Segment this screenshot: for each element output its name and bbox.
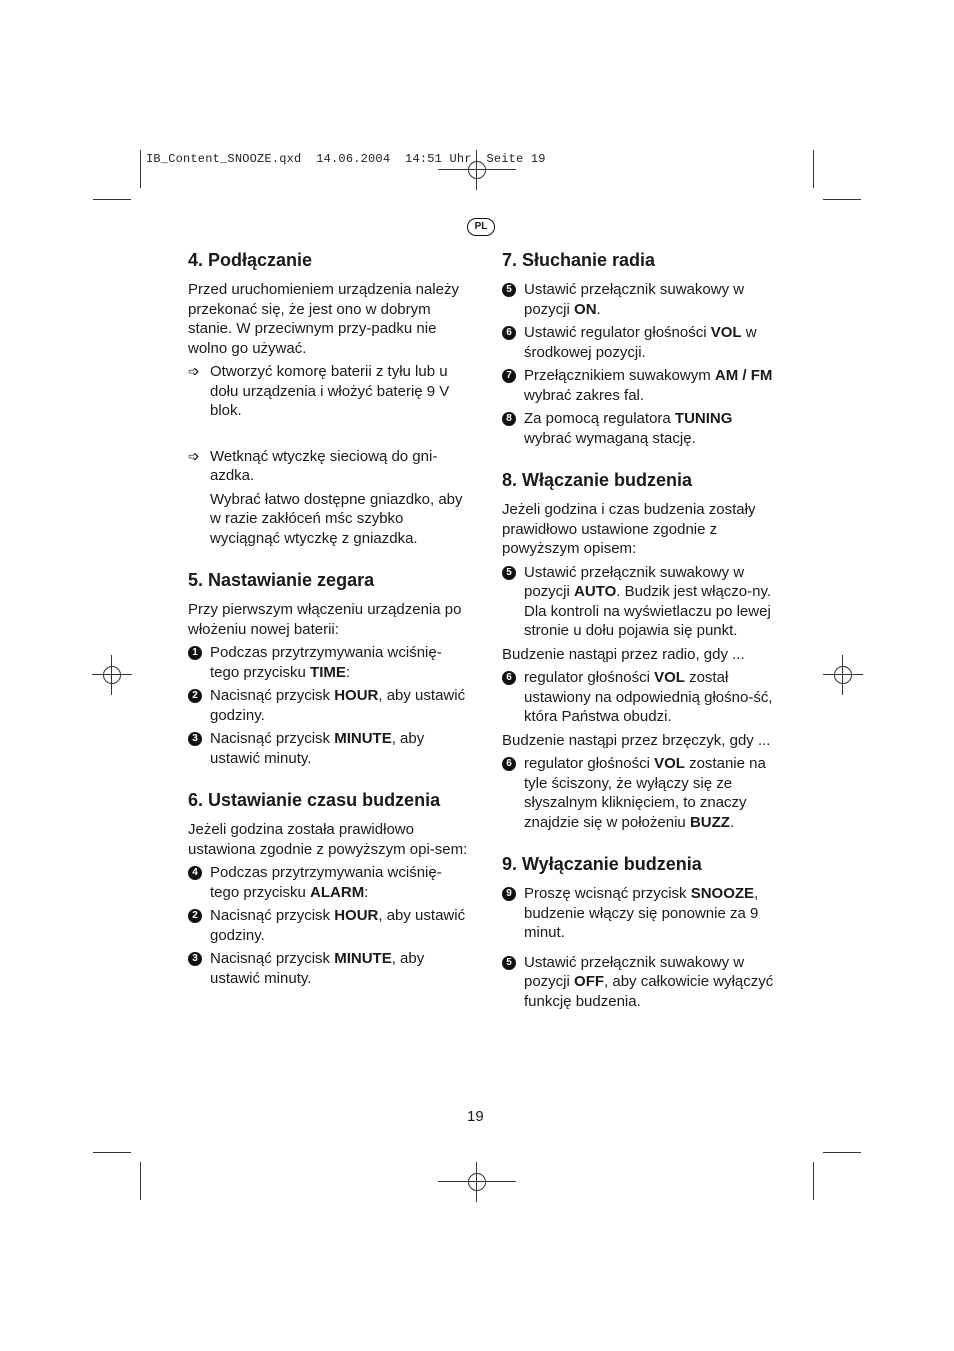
list-item: 2 Nacisnąć przycisk HOUR, aby ustawić godziny. bbox=[188, 906, 468, 945]
number-badge-icon: 2 bbox=[188, 909, 202, 923]
section-intro: Jeżeli godzina i czas budzenia zostały prawidłowo ustawione zgodnie z powyższym opisem: bbox=[502, 501, 756, 557]
list-item: 5 Ustawić przełącznik suwakowy w pozycji ON. bbox=[502, 280, 782, 319]
registration-mark-top bbox=[457, 150, 497, 190]
registration-line bbox=[438, 1181, 516, 1182]
registration-mark-bottom bbox=[457, 1162, 497, 1202]
printer-slug: IB_Content_SNOOZE.qxd 14.06.2004 14:51 Uhr Seite 19 bbox=[146, 152, 546, 166]
section-intro: Przy pierwszym włączeniu urządzenia po włożeniu nowej baterii: bbox=[188, 601, 462, 638]
section-title: 7. Słuchanie radia bbox=[502, 250, 656, 270]
number-badge-icon: 6 bbox=[502, 326, 516, 340]
number-badge-icon: 1 bbox=[188, 646, 202, 660]
list-item: 2 Nacisnąć przycisk HOUR, aby ustawić godziny. bbox=[188, 686, 468, 725]
number-badge-icon: 6 bbox=[502, 757, 516, 771]
list-item: 9 Proszę wcisnąć przycisk SNOOZE, budzenie włączy się ponownie za 9 minut. bbox=[502, 884, 782, 943]
number-badge-icon: 5 bbox=[502, 283, 516, 297]
crop-mark bbox=[813, 1162, 814, 1200]
crop-mark bbox=[140, 150, 141, 188]
section-title: 9. Wyłączanie budzenia bbox=[502, 854, 702, 874]
list-item: 5 Ustawić przełącznik suwakowy w pozycji OFF, aby całkowicie wyłączyć funkcję budzenia. bbox=[502, 953, 782, 1012]
arrow-right-icon: ➩ bbox=[188, 447, 200, 464]
list-item: 8 Za pomocą regulatora TUNING wybrać wymaganą stację. bbox=[502, 409, 782, 448]
list-item: 4 Podczas przytrzymywania wciśnię-tego przycisku ALARM: bbox=[188, 863, 468, 902]
section-title: 4. Podłączanie bbox=[188, 250, 313, 270]
number-badge-icon: 3 bbox=[188, 952, 202, 966]
radio-wake-intro: Budzenie nastąpi przez radio, gdy ... bbox=[502, 645, 745, 663]
number-badge-icon: 4 bbox=[188, 866, 202, 880]
left-column bbox=[188, 248, 468, 1008]
list-item: 3 Nacisnąć przycisk MINUTE, aby ustawić minuty. bbox=[188, 729, 468, 768]
number-badge-icon: 7 bbox=[502, 369, 516, 383]
crop-mark bbox=[813, 150, 814, 188]
list-item: 5 Ustawić przełącznik suwakowy w pozycji AUTO. Budzik jest włączo-ny. Dla kontroli na wyświetlaczu po lewej stronie u dołu pojawia się punkt. bbox=[502, 563, 782, 641]
registration-line bbox=[438, 169, 516, 170]
number-badge-icon: 3 bbox=[188, 732, 202, 746]
list-item: 1 Podczas przytrzymywania wciśnię-tego przycisku TIME: bbox=[188, 643, 468, 682]
registration-mark-left bbox=[92, 655, 132, 695]
language-badge: PL bbox=[467, 218, 495, 236]
crop-mark bbox=[823, 199, 861, 200]
number-badge-icon: 6 bbox=[502, 671, 516, 685]
page-number: 19 bbox=[467, 1108, 484, 1125]
section-intro: Przed uruchomieniem urządzenia należy przekonać się, że jest ono w dobrym stanie. W przeciwnym przy-padku nie wolno go używać. bbox=[188, 281, 459, 357]
section-intro: Jeżeli godzina została prawidłowo ustawiona zgodnie z powyższym opi-sem: bbox=[188, 821, 468, 858]
section-connecting bbox=[188, 248, 468, 548]
section-set-alarm-time bbox=[188, 788, 468, 988]
crop-mark bbox=[93, 1152, 131, 1153]
section-title: 5. Nastawianie zegara bbox=[188, 570, 375, 590]
list-item: 7 Przełącznikiem suwakowym AM / FM wybrać zakres fal. bbox=[502, 366, 782, 405]
number-badge-icon: 5 bbox=[502, 566, 516, 580]
right-column bbox=[502, 248, 782, 1031]
crop-mark bbox=[823, 1152, 861, 1153]
section-title: 8. Włączanie budzenia bbox=[502, 470, 693, 490]
crop-mark bbox=[140, 1162, 141, 1200]
section-listening-radio bbox=[502, 248, 782, 448]
section-set-clock bbox=[188, 568, 468, 768]
list-item: 3 Nacisnąć przycisk MINUTE, aby ustawić minuty. bbox=[188, 949, 468, 988]
registration-mark-right bbox=[823, 655, 863, 695]
section-title: 6. Ustawianie czasu budzenia bbox=[188, 790, 441, 810]
list-item: ➩ Otworzyć komorę baterii z tyłu lub u dołu urządzenia i włożyć baterię 9 V blok. bbox=[188, 363, 450, 419]
list-item: 6 regulator głośności VOL został ustawiony na odpowiednią głośno-ść, która Państwa obudzi. bbox=[502, 668, 782, 727]
section-enable-alarm bbox=[502, 468, 782, 832]
crop-mark bbox=[93, 199, 131, 200]
number-badge-icon: 5 bbox=[502, 956, 516, 970]
buzzer-wake-intro: Budzenie nastąpi przez brzęczyk, gdy ... bbox=[502, 731, 771, 749]
number-badge-icon: 9 bbox=[502, 887, 516, 901]
section-disable-alarm bbox=[502, 852, 782, 1011]
list-item: 6 Ustawić regulator głośności VOL w środkowej pozycji. bbox=[502, 323, 782, 362]
number-badge-icon: 2 bbox=[188, 689, 202, 703]
list-item-note: Wybrać łatwo dostępne gniazdko, aby w razie zakłóceń mśc szybko wyciągnąć wtyczkę z gniazdka. bbox=[210, 490, 463, 547]
list-item: ➩ Wetknąć wtyczkę sieciową do gni-azdka. bbox=[188, 447, 438, 484]
number-badge-icon: 8 bbox=[502, 412, 516, 426]
arrow-right-icon: ➩ bbox=[188, 363, 200, 379]
list-item: 6 regulator głośności VOL zostanie na tyle ściszony, że wyłączy się ze słyszalnym kliknięciem, to znaczy znajdzie się w położeniu BUZZ. bbox=[502, 754, 782, 832]
